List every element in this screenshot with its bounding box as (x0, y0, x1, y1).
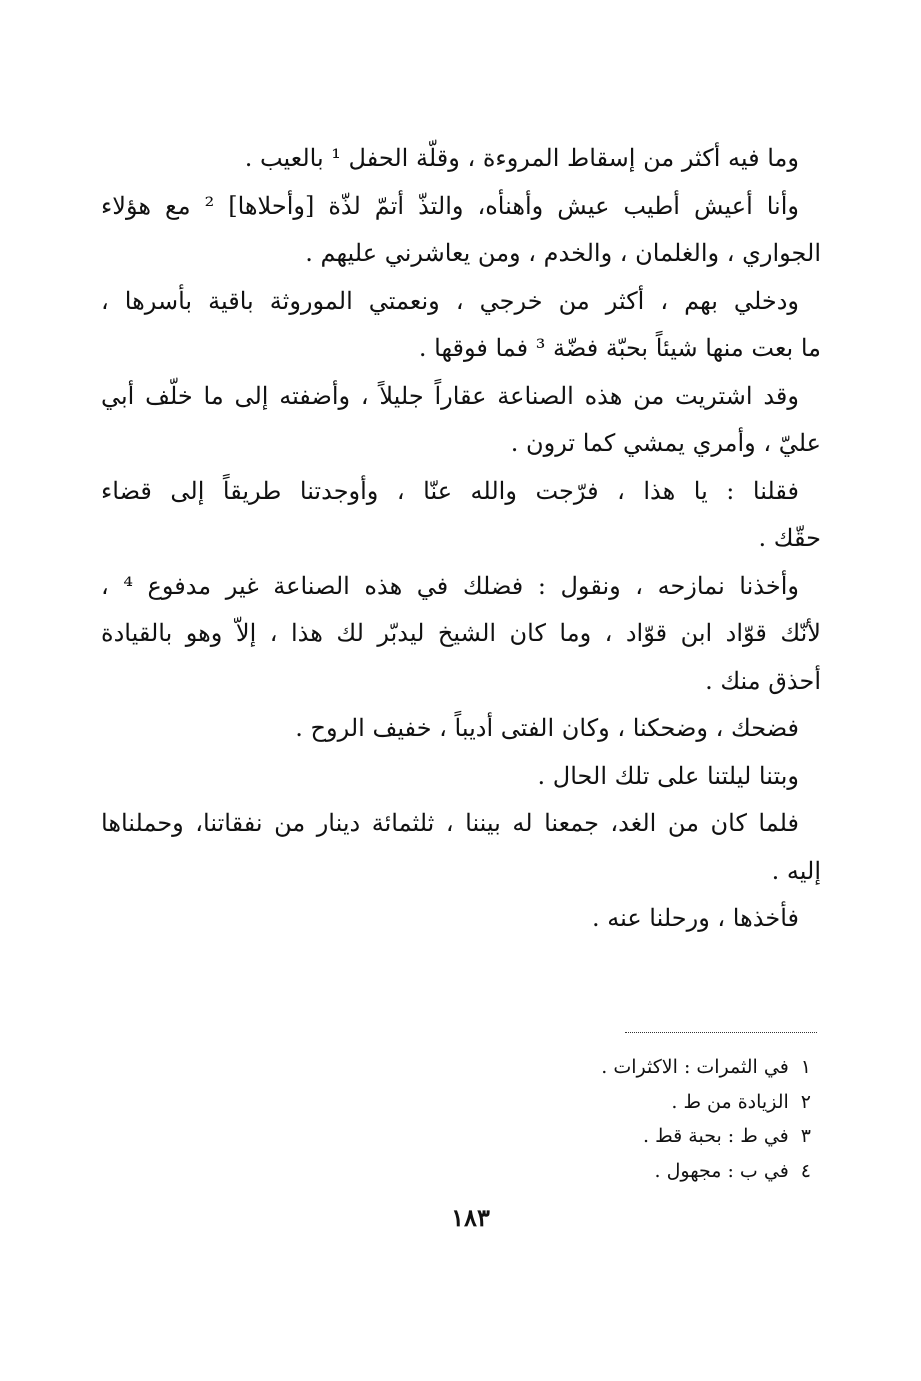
text-line-12: أحذق منك . (705, 666, 821, 695)
text-line-3: الجواري ، والغلمان ، والخدم ، ومن يعاشرني عليهم . (305, 239, 821, 267)
text-line-10: وأخذنا نمازحه ، ونقول : فضلك في هذه الصناعة غير مدفوع ⁴ ، (101, 571, 799, 600)
footnote-2 (411, 1085, 811, 1120)
text-line-6: وقد اشتريت من هذه الصناعة عقاراً جليلاً ، وأضفته إلى ما خلّف أبي (101, 381, 799, 410)
text-line-2: وأنا أعيش أطيب عيش وأهنأه، والتذّ أتمّ لذّة [وأحلاها] ² مع هؤلاء (101, 191, 799, 220)
footnotes (411, 1050, 811, 1188)
text-line-17: فأخذها ، ورحلنا عنه . (591, 904, 799, 932)
footnote-number: ٢ (800, 1090, 811, 1113)
footnote-number: ١ (800, 1056, 811, 1078)
footnote-1 (411, 1050, 811, 1085)
footnote-text: في ط : بحبة قط . (643, 1125, 789, 1147)
footnote-divider (625, 1032, 817, 1033)
text-line-16: إليه . (771, 856, 821, 885)
footnote-4 (411, 1154, 811, 1189)
text-line-8: فقلنا : يا هذا ، فرّجت والله عنّا ، وأوجدتنا طريقاً إلى قضاء (101, 476, 799, 505)
text-line-1: وما فيه أكثر من إسقاط المروءة ، وقلّة الحفل ¹ بالعيب . (244, 144, 799, 172)
footnote-text: في الثمرات : الاكثرات . (601, 1056, 789, 1078)
footnote-3 (411, 1119, 811, 1154)
main-text (101, 135, 821, 943)
text-line-11: لأنّك قوّاد ابن قوّاد ، وما كان الشيخ ليدبّر لك هذا ، إلاّ وهو بالقيادة (101, 619, 821, 647)
text-line-4: ودخلي بهم ، أكثر من خرجي ، ونعمتي الموروثة باقية بأسرها ، (101, 286, 799, 315)
footnote-text: في ب : مجهول . (654, 1159, 789, 1182)
page-number: ١٨٣ (451, 1203, 490, 1232)
text-line-13: فضحك ، وضحكنا ، وكان الفتى أديباً ، خفيف الروح . (295, 714, 799, 742)
text-line-9: حقّك . (758, 524, 821, 552)
text-line-7: عليّ ، وأمري يمشي كما ترون . (510, 429, 821, 457)
text-line-5: ما بعت منها شيئاً بحبّة فضّة ³ فما فوقها . (418, 334, 821, 362)
text-line-14: وبتنا ليلتنا على تلك الحال . (537, 761, 799, 790)
footnote-number: ٤ (800, 1159, 811, 1182)
footnote-text: الزيادة من ط . (671, 1090, 789, 1113)
footnote-number: ٣ (800, 1125, 811, 1147)
text-line-15: فلما كان من الغد، جمعنا له بيننا ، ثلثمائة دينار من نفقاتنا، وحملناها (101, 809, 799, 837)
